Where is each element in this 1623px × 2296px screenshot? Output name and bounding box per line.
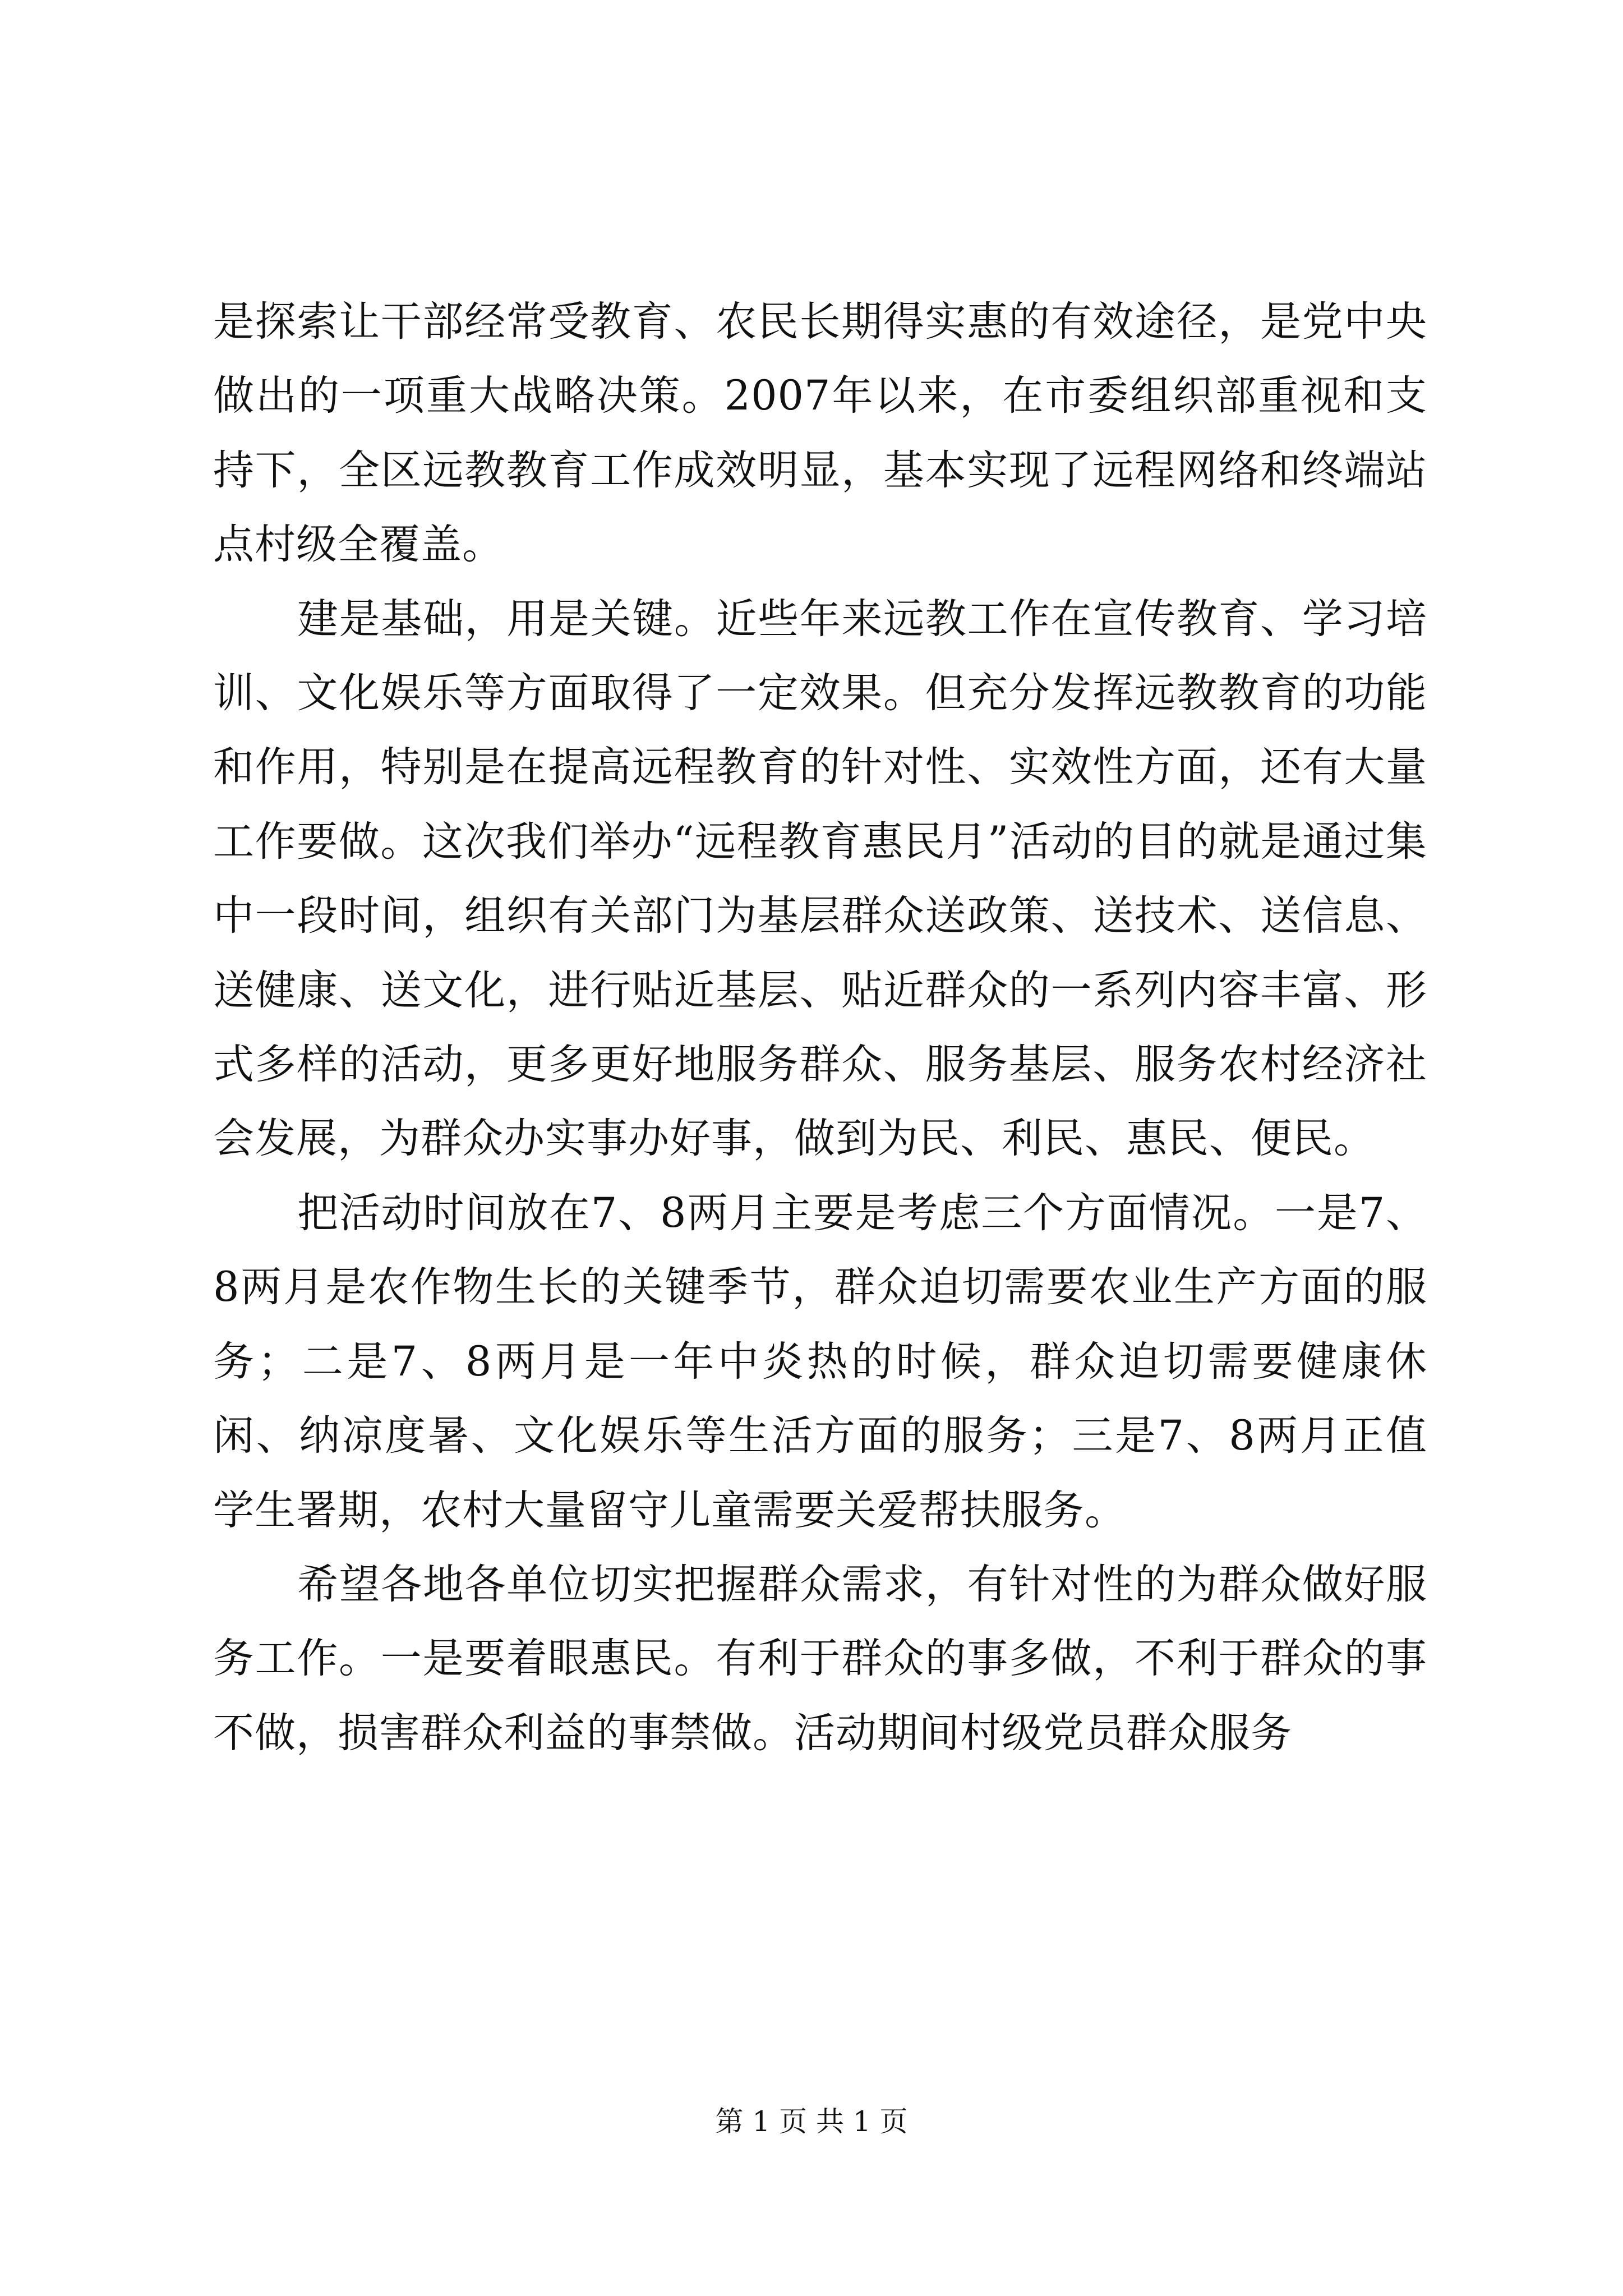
paragraph-1: 是探索让干部经常受教育、农民长期得实惠的有效途径，是党中央做出的一项重大战略决策。2007年以来，在市委组织部重视和支持下，全区远教教育工作成效明显，基本实现了远程网络和终端站点村级全覆盖。 <box>213 298 1427 569</box>
page-number-footer: 第 1 页 共 1 页 <box>715 2105 908 2138</box>
document-body <box>213 285 1427 1770</box>
paragraph-4: 希望各地各单位切实把握群众需求，有针对性的为群众做好服务工作。一是要着眼惠民。有利于群众的事多做，不利于群众的事不做，损害群众利益的事禁做。活动期间村级党员群众服务 <box>213 1560 1427 1757</box>
paragraph-2: 建是基础，用是关键。近些年来远教工作在宣传教育、学习培训、文化娱乐等方面取得了一定效果。但充分发挥远教教育的功能和作用，特别是在提高远程教育的针对性、实效性方面，还有大量工作要做。这次我们举办“远程教育惠民月”活动的目的就是通过集中一段时间，组织有关部门为基层群众送政策、送技术、送信息、送健康、送文化，进行贴近基层、贴近群众的一系列内容丰富、形式多样的活动，更多更好地服务群众、服务基层、服务农村经济社会发展，为群众办实事办好事，做到为民、利民、惠民、便民。 <box>213 595 1427 1163</box>
paragraph-3: 把活动时间放在7、8两月主要是考虑三个方面情况。一是7、8两月是农作物生长的关键季节，群众迫切需要农业生产方面的服务；二是7、8两月是一年中炎热的时候，群众迫切需要健康休闲、纳凉度暑、文化娱乐等生活方面的服务；三是7、8两月正值学生署期，农村大量留守儿童需要关爱帮扶服务。 <box>213 1189 1427 1534</box>
